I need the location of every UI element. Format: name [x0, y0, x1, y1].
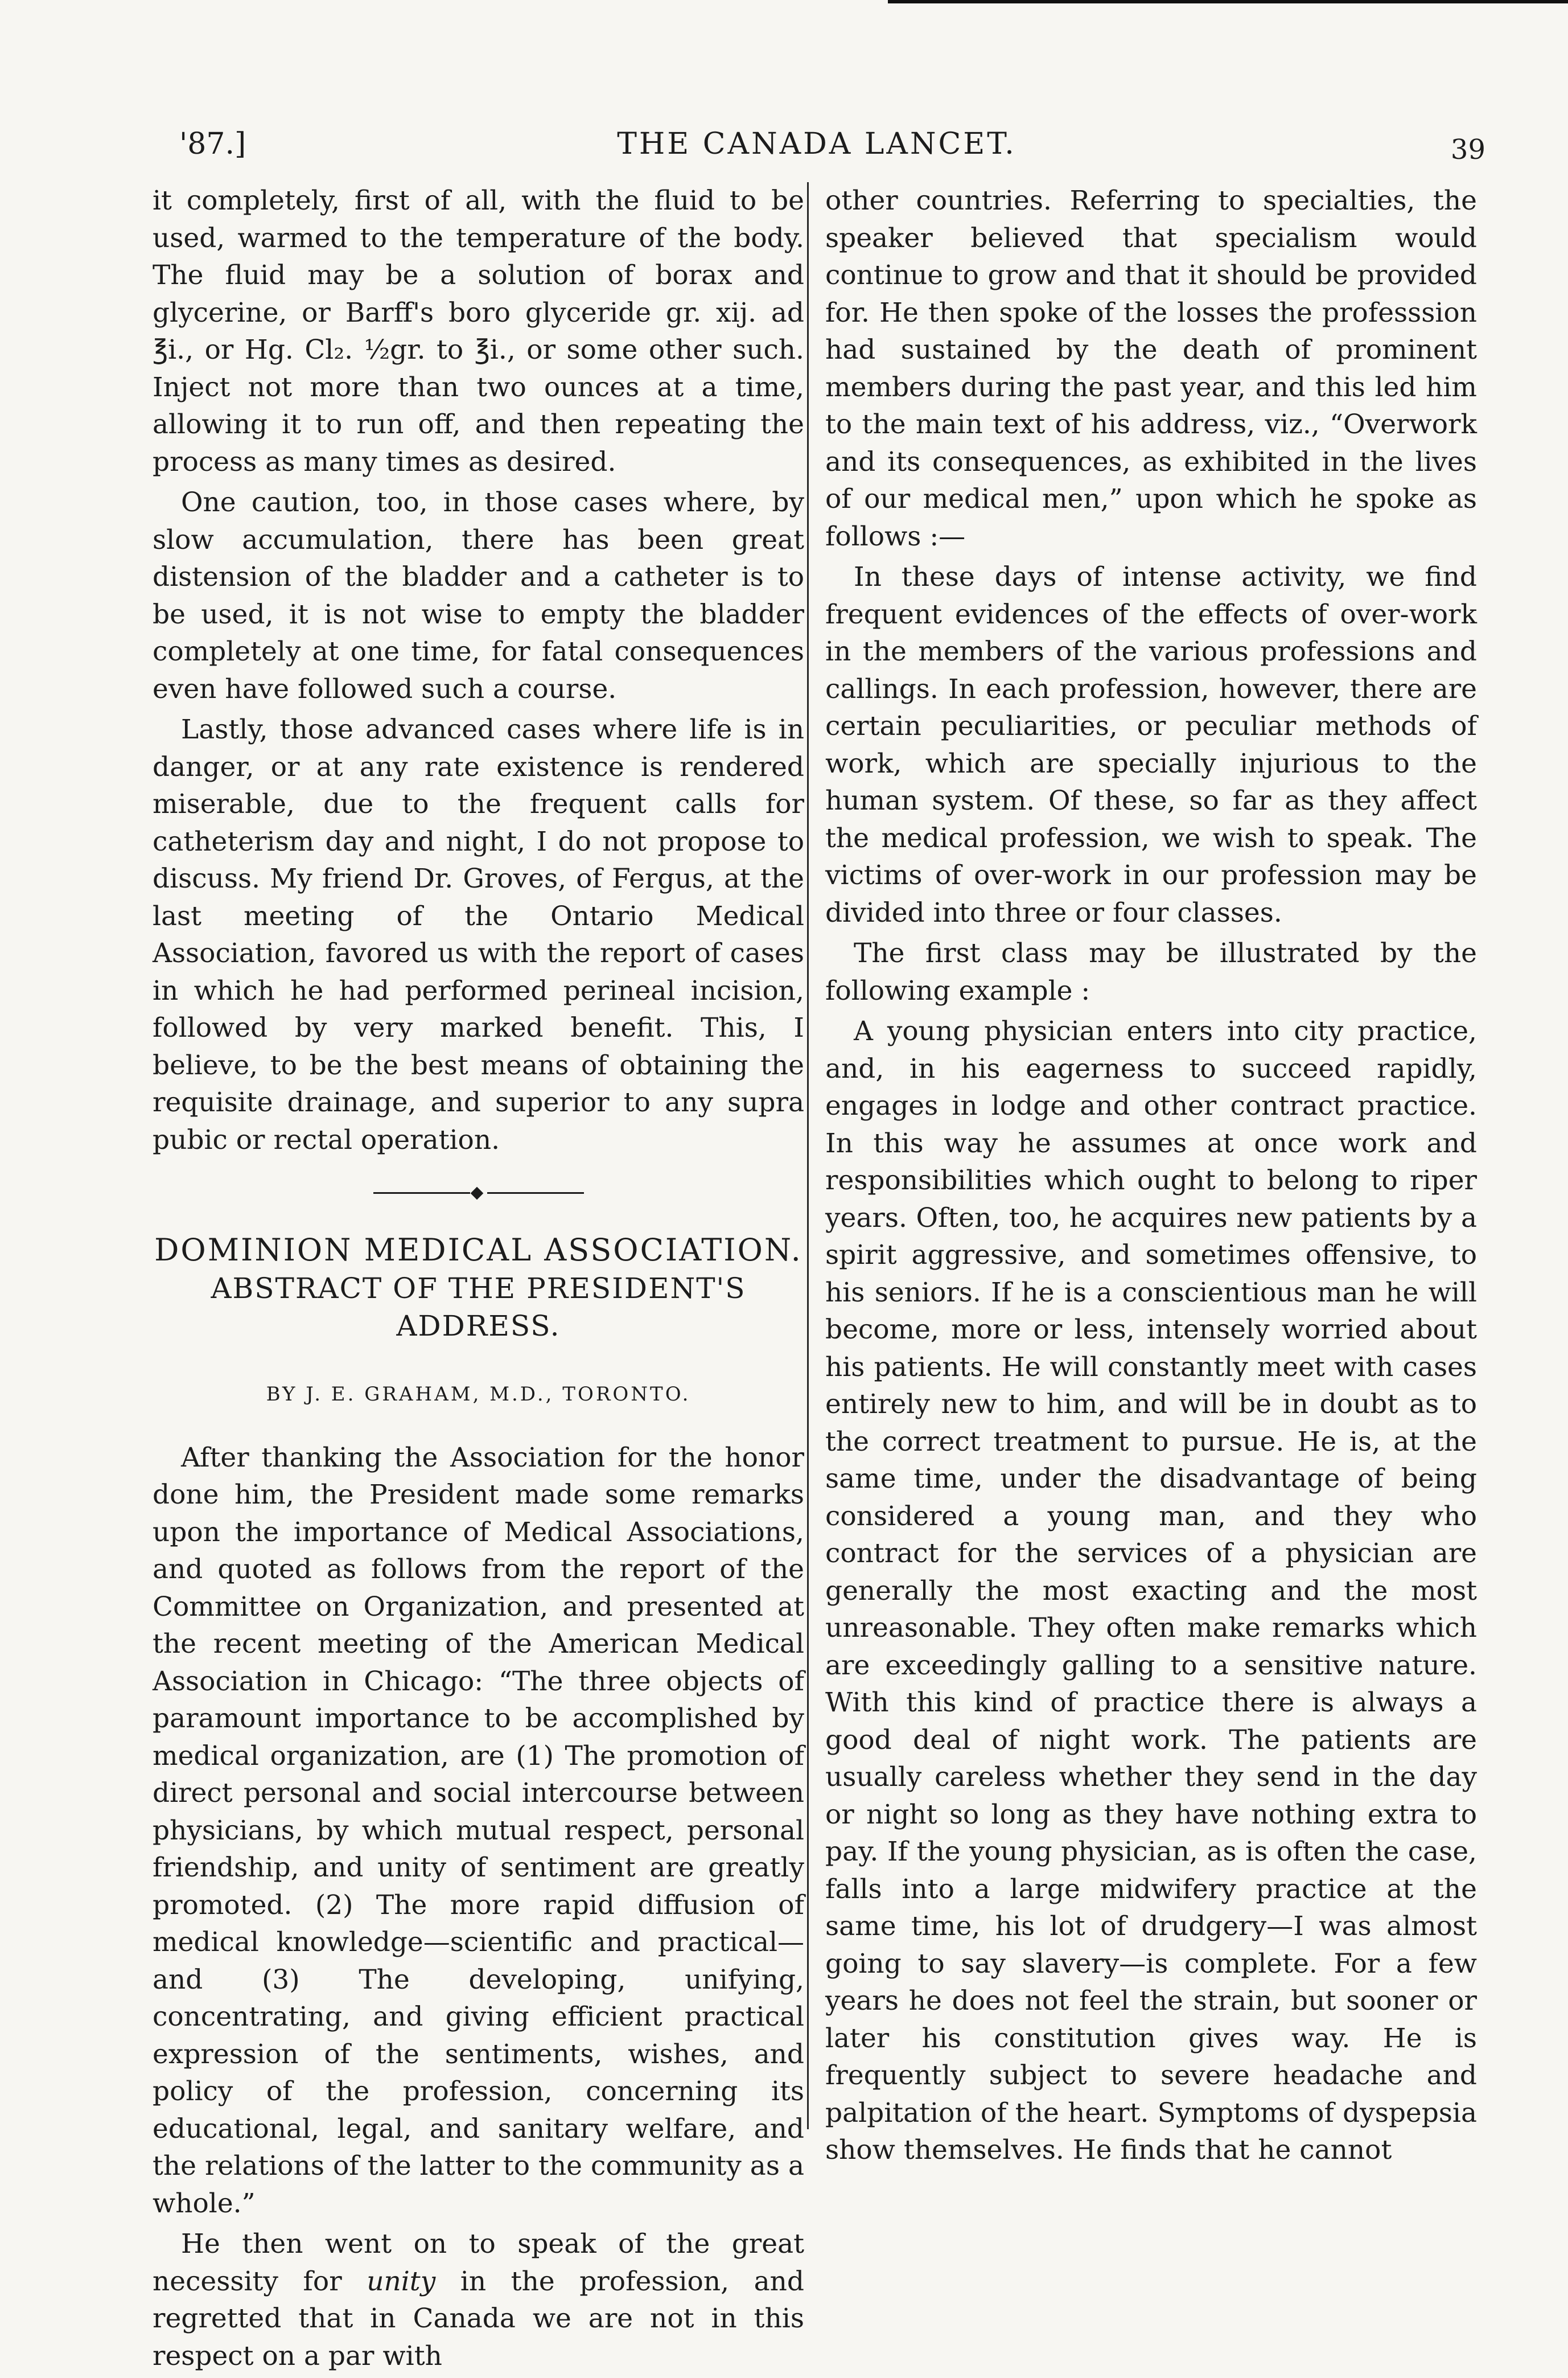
paragraph: Lastly, those advanced cases where life is in danger, or at any rate existence is rendered miserable, due to the frequent calls for catheterism day and night, I do not propose to discuss. My friend Dr. Groves, of Fergus, at the last meeting of the Ontario Medical Association, favored us with the report of cases in which he had performed perineal incision, followed by very marked benefit. This, I believe, to be the best means of obtaining the requisite drainage, and superior to any supra pubic or rectal operation. — [153, 714, 804, 1156]
issue-year: '87.] — [179, 127, 246, 161]
paragraph: One caution, too, in those cases where, by slow accumulation, there has been great distension of the bladder and a catheter is to be used, it is not wise to empty the bladder completely at one time, for fatal consequences even have followed such a course. — [153, 487, 804, 705]
column-divider — [807, 182, 809, 2129]
paragraph: After thanking the Association for the honor done him, the President made some remarks upon the importance of Medical Associations, and quoted as follows from the report of the Committee on Organization, and presented at the recent meeting of the American Medical Association in Chicago: “The three objects of paramount importance to be accomplished by medical organization, are (1) The promotion of direct personal and social intercourse between physicians, by which mutual respect, personal friendship, and unity of sentiment are greatly promoted. (2) The more rapid diffusion of medical knowledge—scientific and practical—and (3) The developing, unifying, concentrating, and giving efficient practical expression of the sentiments, wishes, and policy of the profession, concerning its educational, legal, and sanitary welfare, and the relations of the latter to the community as a whole.” — [153, 1441, 804, 2219]
top-rule — [888, 0, 1568, 3]
paragraph: The first class may be illustrated by the following example : — [825, 938, 1477, 1007]
italic-text: unity — [367, 2265, 436, 2297]
text-run: He then went on to speak of the great necessity for — [153, 2228, 804, 2297]
article-subheading: ABSTRACT OF THE PRESIDENT'S ADDRESS. — [211, 1272, 746, 1342]
journal-title: THE CANADA LANCET. — [617, 127, 1016, 161]
running-header — [148, 122, 1485, 174]
paragraph: A young physician enters into city practice, and, in his eagerness to succeed rapidly, engages in lodge and other contract practice. In this way he assumes at once work and responsibilities which ought to belong to riper years. Often, too, he acquires new patients by a spirit aggressive, and sometimes offensive, to his seniors. If he is a conscientious man he will become, more or less, intensely worried about his patients. He will constantly meet with cases entirely new to him, and will be in doubt as to the correct treatment to pursue. He is, at the same time, under the disadvantage of being considered a young man, and they who contract for the services of a physician are generally the most exacting and the most unreasonable. They often make remarks which are exceedingly galling to a sensitive nature. With this kind of practice there is always a good deal of night work. The patients are usually careless whether they send in the day or night so long as they have nothing extra to pay. If the young physician, as is often the case, falls into a large midwifery practice at the same time, his lot of drudgery—I was almost going to say slavery—is complete. For a few years he does not feel the strain, but sooner or later his constitution gives way. He is frequently subject to severe headache and palpitation of the heart. Symptoms of dyspepsia show themselves. He finds that he cannot — [825, 1016, 1477, 2166]
text-run: in the profession, and regretted that in Canada we are not in this respect on a par with — [153, 2265, 804, 2372]
paragraph: In these days of intense activity, we find frequent evidences of the effects of over-work in the members of the various professions and callings. In each profession, however, there are certain peculiarities, or peculiar methods of work, which are specially injurious to the human system. Of these, so far as they affect the medical profession, we wish to speak. The victims of over-work in our profession may be divided into three or four classes. — [825, 561, 1477, 929]
left-column — [153, 182, 804, 2378]
section-divider-ornament — [373, 1190, 584, 1197]
paragraph: other countries. Referring to specialties, the speaker believed that specialism would continue to grow and that it should be provided for. He then spoke of the losses the professsion had sustained by the death of prominent members during the past year, and this led him to the main text of his address, viz., “Overwork and its consequences, as exhibited in the lives of our medical men,” upon which he spoke as follows :— — [825, 185, 1477, 552]
article-heading: DOMINION MEDICAL ASSOCIATION. — [154, 1232, 802, 1268]
right-column — [825, 182, 1477, 2172]
paragraph: it completely, first of all, with the fluid to be used, warmed to the temperature of the body. The fluid may be a solution of borax and glycerine, or Barff's boro glyceride gr. xij. ad ℥i., or Hg. Cl₂. ½gr. to ℥i., or some other such. Inject not more than two ounces at a time, allowing it to run off, and then repeating the process as many times as desired. — [153, 185, 804, 478]
paragraph — [153, 2225, 804, 2375]
author-byline: BY J. E. GRAHAM, M.D., TORONTO. — [266, 1383, 691, 1406]
page-number: 39 — [1450, 134, 1485, 166]
